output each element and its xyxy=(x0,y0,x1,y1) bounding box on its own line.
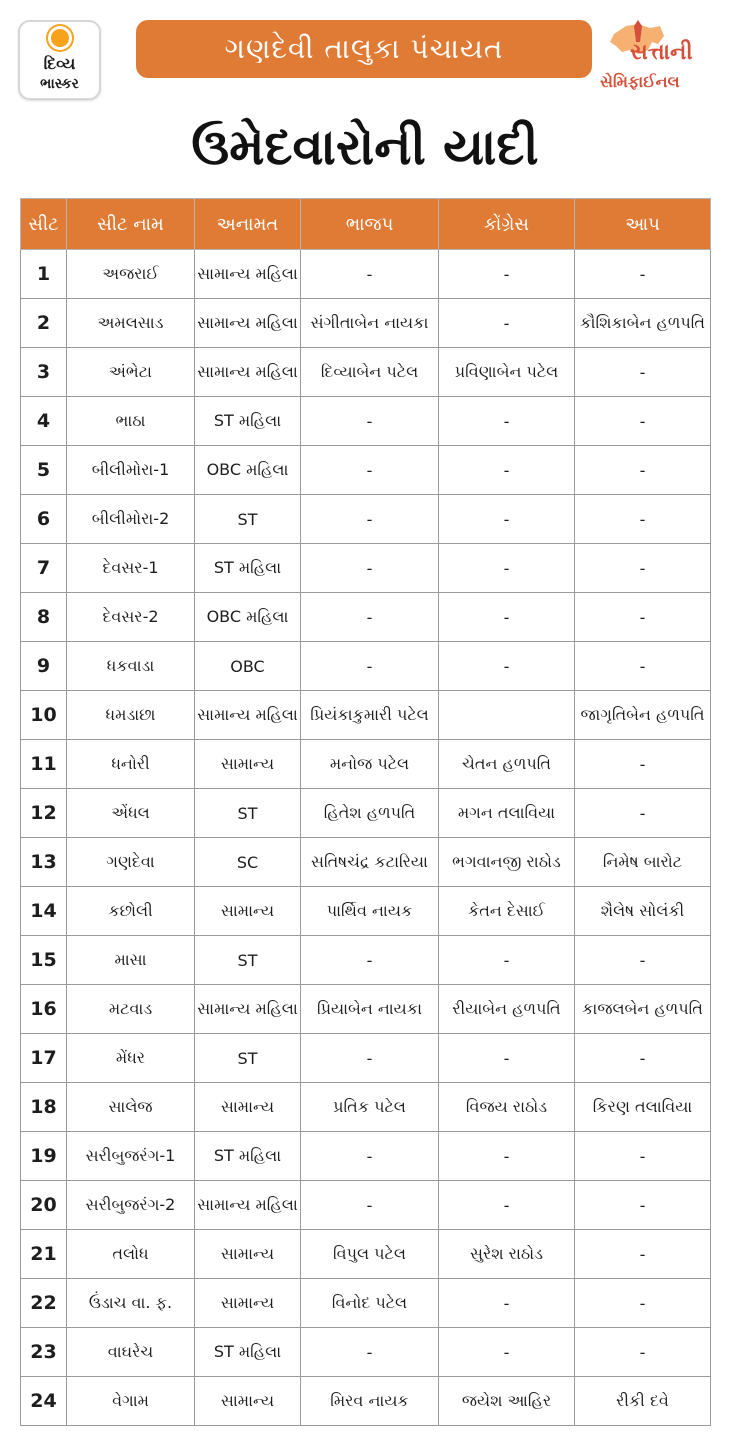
table-row xyxy=(21,789,711,838)
logo-line-1: દિવ્ય xyxy=(43,54,76,73)
reservation-cell: ST xyxy=(195,789,301,838)
congress-candidate-cell: રીયાબેન હળપતિ xyxy=(439,985,575,1034)
bjp-candidate-cell: મનોજ પટેલ xyxy=(301,740,439,789)
seat-name-cell: ધનોરી xyxy=(67,740,195,789)
seat-number-cell: 20 xyxy=(21,1181,67,1230)
congress-candidate-cell xyxy=(439,691,575,740)
seat-number-cell: 4 xyxy=(21,397,67,446)
seat-number-cell: 16 xyxy=(21,985,67,1034)
seat-number-cell: 24 xyxy=(21,1377,67,1426)
header-aap: આપ xyxy=(575,199,711,250)
seat-name-cell: ઉંડાચ વા. ફ. xyxy=(67,1279,195,1328)
header-reservation: અનામત xyxy=(195,199,301,250)
congress-candidate-cell: - xyxy=(439,1181,575,1230)
congress-candidate-cell: સુરેશ રાઠોડ xyxy=(439,1230,575,1279)
aap-candidate-cell: - xyxy=(575,250,711,299)
brand-word-2: સેમિફાઈનલ xyxy=(600,72,680,91)
seat-number-cell: 9 xyxy=(21,642,67,691)
table-row xyxy=(21,348,711,397)
bjp-candidate-cell: - xyxy=(301,397,439,446)
aap-candidate-cell: - xyxy=(575,544,711,593)
sun-icon xyxy=(51,29,69,47)
divya-bhaskar-logo xyxy=(18,20,101,100)
seat-name-cell: એંધલ xyxy=(67,789,195,838)
seat-name-cell: ભાઠા xyxy=(67,397,195,446)
seat-number-cell: 23 xyxy=(21,1328,67,1377)
reservation-cell: સામાન્ય મહિલા xyxy=(195,348,301,397)
bjp-candidate-cell: વિનોદ પટેલ xyxy=(301,1279,439,1328)
congress-candidate-cell: - xyxy=(439,446,575,495)
seat-name-cell: સરીબુજરંગ-2 xyxy=(67,1181,195,1230)
seat-name-cell: અમલસાડ xyxy=(67,299,195,348)
table-row xyxy=(21,1181,711,1230)
congress-candidate-cell: મગન તલાવિયા xyxy=(439,789,575,838)
seat-number-cell: 13 xyxy=(21,838,67,887)
congress-candidate-cell: - xyxy=(439,593,575,642)
seat-number-cell: 6 xyxy=(21,495,67,544)
table-row xyxy=(21,1230,711,1279)
aap-candidate-cell: રીકી દવે xyxy=(575,1377,711,1426)
seat-number-cell: 11 xyxy=(21,740,67,789)
aap-candidate-cell: કૌશિકાબેન હળપતિ xyxy=(575,299,711,348)
seat-name-cell: ગણદેવા xyxy=(67,838,195,887)
congress-candidate-cell: - xyxy=(439,397,575,446)
table-row xyxy=(21,1279,711,1328)
seat-number-cell: 21 xyxy=(21,1230,67,1279)
seat-number-cell: 3 xyxy=(21,348,67,397)
table-row xyxy=(21,936,711,985)
aap-candidate-cell: શૈલેષ સોલંકી xyxy=(575,887,711,936)
reservation-cell: સામાન્ય મહિલા xyxy=(195,1181,301,1230)
reservation-cell: સામાન્ય xyxy=(195,1377,301,1426)
seat-number-cell: 5 xyxy=(21,446,67,495)
seat-name-cell: માસા xyxy=(67,936,195,985)
bjp-candidate-cell: સતિષચંદ્ર કટારિયા xyxy=(301,838,439,887)
bjp-candidate-cell: દિવ્યાબેન પટેલ xyxy=(301,348,439,397)
reservation-cell: ST xyxy=(195,936,301,985)
header-congress: કોંગ્રેસ xyxy=(439,199,575,250)
congress-candidate-cell: - xyxy=(439,250,575,299)
bjp-candidate-cell: - xyxy=(301,1328,439,1377)
reservation-cell: OBC મહિલા xyxy=(195,446,301,495)
seat-name-cell: સાલેજ xyxy=(67,1083,195,1132)
reservation-cell: ST મહિલા xyxy=(195,544,301,593)
aap-candidate-cell: કાજલબેન હળપતિ xyxy=(575,985,711,1034)
congress-candidate-cell: - xyxy=(439,495,575,544)
seat-number-cell: 7 xyxy=(21,544,67,593)
reservation-cell: સામાન્ય xyxy=(195,740,301,789)
table-row xyxy=(21,985,711,1034)
aap-candidate-cell: - xyxy=(575,348,711,397)
reservation-cell: OBC મહિલા xyxy=(195,593,301,642)
aap-candidate-cell: - xyxy=(575,397,711,446)
table-row xyxy=(21,495,711,544)
bjp-candidate-cell: - xyxy=(301,642,439,691)
table-row xyxy=(21,1083,711,1132)
reservation-cell: ST મહિલા xyxy=(195,1132,301,1181)
seat-name-cell: અંભેટા xyxy=(67,348,195,397)
table-row xyxy=(21,299,711,348)
congress-candidate-cell: - xyxy=(439,1132,575,1181)
seat-number-cell: 17 xyxy=(21,1034,67,1083)
reservation-cell: ST મહિલા xyxy=(195,1328,301,1377)
page-title: ઉમેદવારોની યાદી xyxy=(191,118,539,176)
logo-line-2: ભાસ્કર xyxy=(40,76,79,92)
congress-candidate-cell: જયેશ આહિર xyxy=(439,1377,575,1426)
table-row xyxy=(21,397,711,446)
table-row xyxy=(21,887,711,936)
bjp-candidate-cell: વિપુલ પટેલ xyxy=(301,1230,439,1279)
bjp-candidate-cell: - xyxy=(301,544,439,593)
congress-candidate-cell: - xyxy=(439,544,575,593)
bjp-candidate-cell: સંગીતાબેન નાયકા xyxy=(301,299,439,348)
bjp-candidate-cell: - xyxy=(301,250,439,299)
seat-name-cell: ધકવાડા xyxy=(67,642,195,691)
candidates-table xyxy=(20,198,711,1426)
bjp-candidate-cell: પ્રિયાબેન નાયકા xyxy=(301,985,439,1034)
seat-name-cell: તલોધ xyxy=(67,1230,195,1279)
satta-ni-semifinal-logo xyxy=(600,18,715,98)
congress-candidate-cell: - xyxy=(439,1279,575,1328)
reservation-cell: સામાન્ય xyxy=(195,887,301,936)
bjp-candidate-cell: - xyxy=(301,1181,439,1230)
bjp-candidate-cell: પ્રિયંકાકુમારી પટેલ xyxy=(301,691,439,740)
bjp-candidate-cell: - xyxy=(301,936,439,985)
aap-candidate-cell: - xyxy=(575,642,711,691)
header-seat-name: સીટ નામ xyxy=(67,199,195,250)
seat-number-cell: 14 xyxy=(21,887,67,936)
aap-candidate-cell: - xyxy=(575,593,711,642)
aap-candidate-cell: - xyxy=(575,936,711,985)
congress-candidate-cell: - xyxy=(439,1328,575,1377)
aap-candidate-cell: - xyxy=(575,1181,711,1230)
seat-name-cell: દેવસર-2 xyxy=(67,593,195,642)
aap-candidate-cell: - xyxy=(575,1132,711,1181)
bjp-candidate-cell: - xyxy=(301,446,439,495)
table-row xyxy=(21,1034,711,1083)
congress-candidate-cell: વિજય રાઠોડ xyxy=(439,1083,575,1132)
aap-candidate-cell: નિમેષ બારોટ xyxy=(575,838,711,887)
reservation-cell: સામાન્ય મહિલા xyxy=(195,985,301,1034)
table-header-row xyxy=(21,199,711,250)
bjp-candidate-cell: પાર્થિવ નાયક xyxy=(301,887,439,936)
seat-number-cell: 19 xyxy=(21,1132,67,1181)
congress-candidate-cell: ચેતન હળપતિ xyxy=(439,740,575,789)
seat-number-cell: 2 xyxy=(21,299,67,348)
seat-name-cell: અજરાઈ xyxy=(67,250,195,299)
seat-name-cell: ધમડાછા xyxy=(67,691,195,740)
table-row xyxy=(21,740,711,789)
congress-candidate-cell: - xyxy=(439,642,575,691)
seat-name-cell: બીલીમોરા-2 xyxy=(67,495,195,544)
aap-candidate-cell: કિરણ તલાવિયા xyxy=(575,1083,711,1132)
reservation-cell: ST xyxy=(195,1034,301,1083)
congress-candidate-cell: - xyxy=(439,936,575,985)
aap-candidate-cell: જાગૃતિબેન હળપતિ xyxy=(575,691,711,740)
reservation-cell: ST xyxy=(195,495,301,544)
seat-name-cell: વેગામ xyxy=(67,1377,195,1426)
bjp-candidate-cell: - xyxy=(301,593,439,642)
table-row xyxy=(21,593,711,642)
aap-candidate-cell: - xyxy=(575,1328,711,1377)
seat-name-cell: મેંધર xyxy=(67,1034,195,1083)
seat-name-cell: મટવાડ xyxy=(67,985,195,1034)
table-row xyxy=(21,691,711,740)
seat-number-cell: 10 xyxy=(21,691,67,740)
reservation-cell: OBC xyxy=(195,642,301,691)
reservation-cell: સામાન્ય મહિલા xyxy=(195,250,301,299)
bjp-candidate-cell: હિતેશ હળપતિ xyxy=(301,789,439,838)
congress-candidate-cell: ભગવાનજી રાઠોડ xyxy=(439,838,575,887)
reservation-cell: સામાન્ય xyxy=(195,1083,301,1132)
bjp-candidate-cell: - xyxy=(301,1034,439,1083)
seat-number-cell: 22 xyxy=(21,1279,67,1328)
aap-candidate-cell: - xyxy=(575,789,711,838)
table-row xyxy=(21,838,711,887)
aap-candidate-cell: - xyxy=(575,1230,711,1279)
aap-candidate-cell: - xyxy=(575,446,711,495)
table-row xyxy=(21,642,711,691)
seat-number-cell: 8 xyxy=(21,593,67,642)
seat-number-cell: 1 xyxy=(21,250,67,299)
header-seat: સીટ xyxy=(21,199,67,250)
bjp-candidate-cell: પ્રતિક પટેલ xyxy=(301,1083,439,1132)
reservation-cell: સામાન્ય xyxy=(195,1279,301,1328)
seat-name-cell: સરીબુજરંગ-1 xyxy=(67,1132,195,1181)
brand-word-1: સત્તાની xyxy=(630,40,693,65)
seat-name-cell: દેવસર-1 xyxy=(67,544,195,593)
reservation-cell: સામાન્ય મહિલા xyxy=(195,299,301,348)
seat-number-cell: 18 xyxy=(21,1083,67,1132)
reservation-cell: ST મહિલા xyxy=(195,397,301,446)
aap-candidate-cell: - xyxy=(575,740,711,789)
table-row xyxy=(21,250,711,299)
bjp-candidate-cell: મિરવ નાયક xyxy=(301,1377,439,1426)
taluka-banner: ગણદેવી તાલુકા પંચાયત xyxy=(136,20,592,78)
aap-candidate-cell: - xyxy=(575,1034,711,1083)
seat-name-cell: વાઘરેચ xyxy=(67,1328,195,1377)
seat-number-cell: 15 xyxy=(21,936,67,985)
table-row xyxy=(21,1132,711,1181)
reservation-cell: સામાન્ય xyxy=(195,1230,301,1279)
congress-candidate-cell: પ્રવિણાબેન પટેલ xyxy=(439,348,575,397)
reservation-cell: સામાન્ય મહિલા xyxy=(195,691,301,740)
table-row xyxy=(21,1377,711,1426)
congress-candidate-cell: કેતન દેસાઈ xyxy=(439,887,575,936)
seat-name-cell: બીલીમોરા-1 xyxy=(67,446,195,495)
congress-candidate-cell: - xyxy=(439,1034,575,1083)
seat-name-cell: કછોલી xyxy=(67,887,195,936)
table-row xyxy=(21,544,711,593)
table-row xyxy=(21,446,711,495)
bjp-candidate-cell: - xyxy=(301,495,439,544)
table-row xyxy=(21,1328,711,1377)
reservation-cell: SC xyxy=(195,838,301,887)
aap-candidate-cell: - xyxy=(575,1279,711,1328)
seat-number-cell: 12 xyxy=(21,789,67,838)
bjp-candidate-cell: - xyxy=(301,1132,439,1181)
aap-candidate-cell: - xyxy=(575,495,711,544)
congress-candidate-cell: - xyxy=(439,299,575,348)
header-bjp: ભાજપ xyxy=(301,199,439,250)
